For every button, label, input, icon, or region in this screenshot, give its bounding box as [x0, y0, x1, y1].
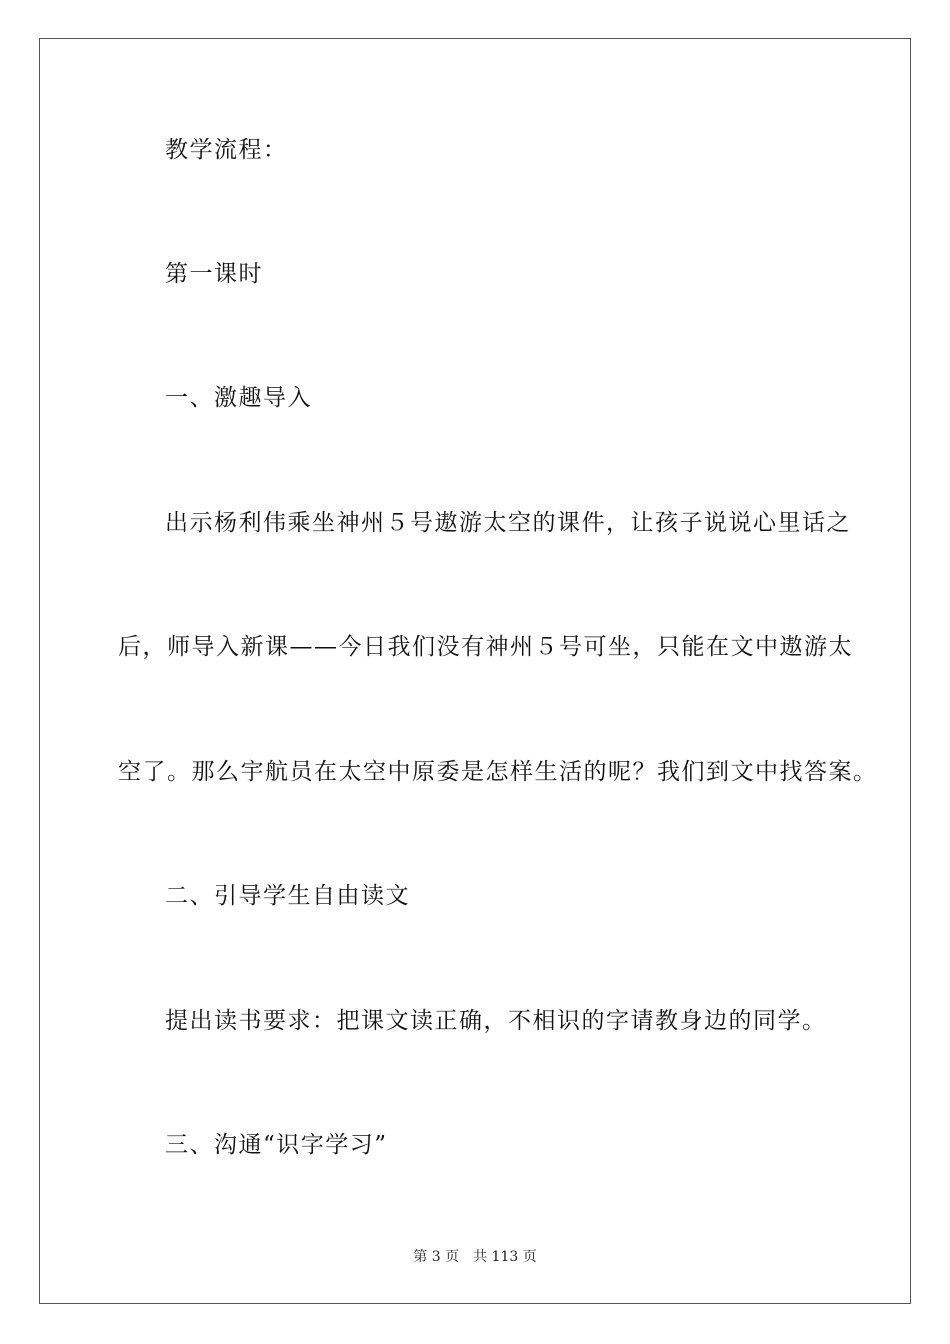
page-total: 共 113 页 — [473, 1249, 537, 1265]
section-heading-3: 三、沟通“识字学习” — [165, 1132, 388, 1158]
page-number: 第 3 页 — [413, 1249, 460, 1265]
paragraph-line-1: 出示杨利伟乘坐神州５号遨游太空的课件，让孩子说说心里话之 — [165, 510, 851, 536]
section-heading-1: 一、激趣导入 — [165, 385, 312, 411]
page-footer — [0, 1248, 950, 1266]
paragraph-requirement: 提出读书要求：把课文读正确，不相识的字请教身边的同学。 — [165, 1008, 827, 1034]
heading-teaching-process: 教学流程： — [165, 137, 288, 163]
paragraph-line-2: 后，师导入新课——今日我们没有神州５号可坐，只能在文中遨游太 — [118, 634, 853, 660]
paragraph-line-3: 空了。那么宇航员在太空中原委是怎样生活的呢？我们到文中找答案。 — [118, 759, 878, 785]
heading-first-lesson: 第一课时 — [165, 261, 263, 287]
section-heading-2: 二、引导学生自由读文 — [165, 883, 410, 909]
page-border — [39, 38, 911, 1304]
